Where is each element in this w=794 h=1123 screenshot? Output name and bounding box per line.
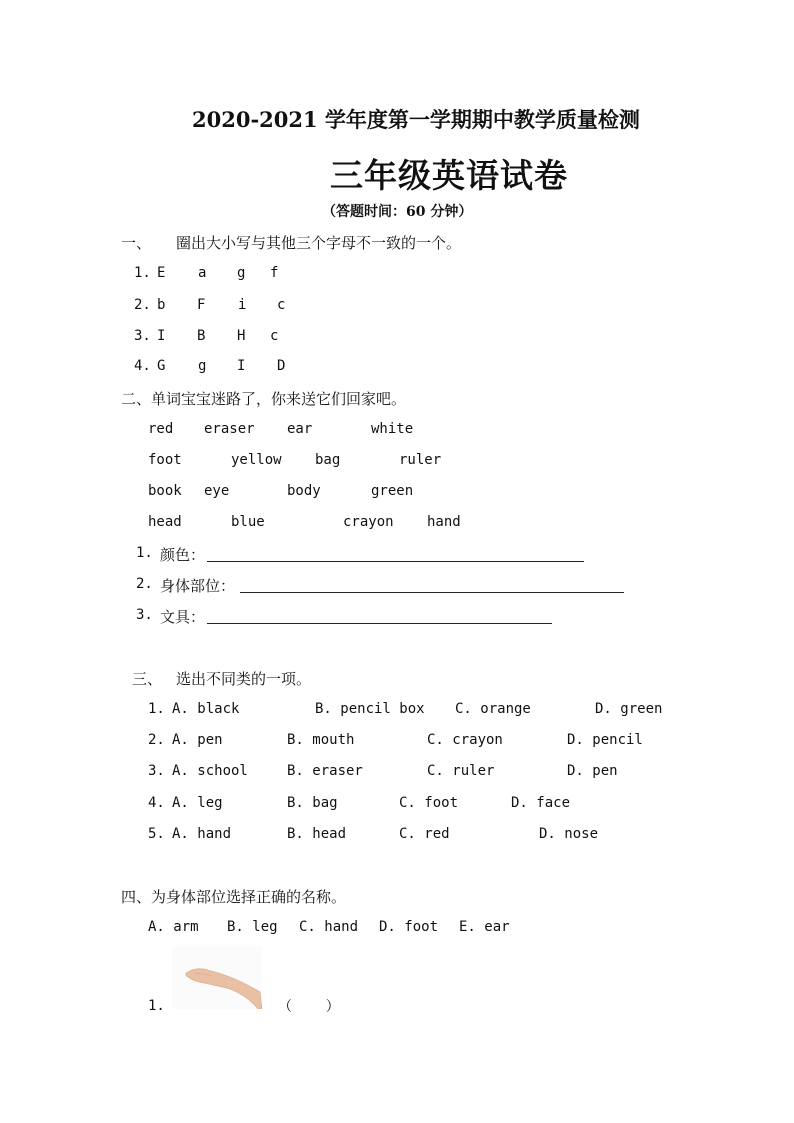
s4-option: E. ear	[459, 919, 510, 935]
blank-2-label: 身体部位：	[160, 577, 236, 595]
s3-q5-option[interactable]: A. hand	[172, 826, 232, 842]
s3-q1-option[interactable]: D. green	[595, 701, 663, 717]
s1-item-2-letter: F	[197, 297, 206, 313]
s3-q2-number: 2.	[148, 732, 165, 748]
word-bank-word: hand	[427, 514, 461, 530]
blank-2-number: 2.	[136, 576, 153, 592]
word-bank-word: green	[371, 483, 414, 499]
word-bank-word: bag	[315, 452, 341, 468]
s3-q2-option[interactable]: A. pen	[172, 732, 223, 748]
word-bank-word: ruler	[399, 452, 442, 468]
exam-header-line1: 2020-2021 学年度第一学期期中教学质量检测	[192, 107, 640, 132]
s1-item-2-letter: b	[157, 297, 166, 313]
s3-q4-option[interactable]: C. foot	[399, 795, 459, 811]
section1-number: 一、	[121, 234, 152, 252]
word-bank-word: ear	[287, 421, 313, 437]
blank-3-label: 文具：	[160, 608, 206, 626]
word-bank-word: book	[148, 483, 182, 499]
s3-q5-option[interactable]: D. nose	[539, 826, 599, 842]
blank-1-number: 1.	[136, 545, 153, 561]
answer-line-body-parts[interactable]	[240, 592, 624, 593]
s3-q3-option[interactable]: D. pen	[567, 763, 618, 779]
section3-prompt: 选出不同类的一项。	[176, 670, 312, 688]
word-bank-word: white	[371, 421, 414, 437]
s4-option: C. hand	[299, 919, 359, 935]
s1-item-3-letter: I	[157, 328, 166, 344]
s3-q5-number: 5.	[148, 826, 165, 842]
s3-q5-option[interactable]: B. head	[287, 826, 347, 842]
word-bank-word: eraser	[204, 421, 255, 437]
s1-item-4-letter: D	[277, 358, 286, 374]
answer-line-colors[interactable]	[207, 561, 584, 562]
s3-q3-number: 3.	[148, 763, 165, 779]
section3-number: 三、	[132, 670, 163, 688]
s1-item-2-letter: c	[277, 297, 286, 313]
s1-item-1-letter: f	[270, 265, 279, 281]
word-bank-word: foot	[148, 452, 182, 468]
s3-q2-option[interactable]: D. pencil	[567, 732, 643, 748]
s1-item-2-letter: i	[238, 297, 247, 313]
word-bank-word: blue	[231, 514, 265, 530]
s4-q1-number: 1.	[148, 998, 165, 1014]
s1-item-1-letter: g	[237, 265, 246, 281]
word-bank-word: eye	[204, 483, 230, 499]
section2-title: 二、单词宝宝迷路了，你来送它们回家吧。	[121, 390, 407, 408]
s1-item-4-letter: G	[157, 358, 166, 374]
exam-duration: （答题时间：60 分钟）	[322, 204, 473, 220]
s4-option: A. arm	[148, 919, 199, 935]
s3-q2-option[interactable]: B. mouth	[287, 732, 355, 748]
s3-q3-option[interactable]: C. ruler	[427, 763, 495, 779]
s3-q2-option[interactable]: C. crayon	[427, 732, 503, 748]
s4-q1-answer-paren[interactable]: （ ）	[278, 999, 340, 1015]
s1-item-1-letter: E	[157, 265, 166, 281]
s1-item-1-number: 1.	[134, 265, 151, 281]
s1-item-4-letter: I	[237, 358, 246, 374]
blank-1-label: 颜色：	[160, 546, 206, 564]
s3-q4-option[interactable]: B. bag	[287, 795, 338, 811]
s1-item-4-letter: g	[198, 358, 207, 374]
word-bank-word: yellow	[231, 452, 282, 468]
s1-item-3-letter: B	[197, 328, 206, 344]
s4-option: D. foot	[379, 919, 439, 935]
exam-title: 三年级英语试卷	[330, 156, 568, 195]
s1-item-2-number: 2.	[134, 297, 151, 313]
word-bank-word: red	[148, 421, 174, 437]
s3-q1-option[interactable]: C. orange	[455, 701, 531, 717]
section4-title: 四、为身体部位选择正确的名称。	[121, 888, 347, 906]
word-bank-word: body	[287, 483, 321, 499]
s3-q1-number: 1.	[148, 701, 165, 717]
s1-item-3-letter: H	[237, 328, 246, 344]
s3-q1-option[interactable]: B. pencil box	[315, 701, 425, 717]
s1-item-1-letter: a	[198, 265, 207, 281]
s3-q3-option[interactable]: A. school	[172, 763, 248, 779]
s3-q4-option[interactable]: A. leg	[172, 795, 223, 811]
s3-q5-option[interactable]: C. red	[399, 826, 450, 842]
blank-3-number: 3.	[136, 607, 153, 623]
s3-q1-option[interactable]: A. black	[172, 701, 240, 717]
s4-option: B. leg	[227, 919, 278, 935]
s3-q4-number: 4.	[148, 795, 165, 811]
s1-item-3-letter: c	[270, 328, 279, 344]
section1-prompt: 圈出大小写与其他三个字母不一致的一个。	[176, 234, 462, 252]
hand-photo	[172, 946, 262, 1009]
word-bank-word: head	[148, 514, 182, 530]
s1-item-3-number: 3.	[134, 328, 151, 344]
s3-q3-option[interactable]: B. eraser	[287, 763, 363, 779]
answer-line-stationery[interactable]	[207, 623, 552, 624]
s1-item-4-number: 4.	[134, 358, 151, 374]
word-bank-word: crayon	[343, 514, 394, 530]
s3-q4-option[interactable]: D. face	[511, 795, 571, 811]
